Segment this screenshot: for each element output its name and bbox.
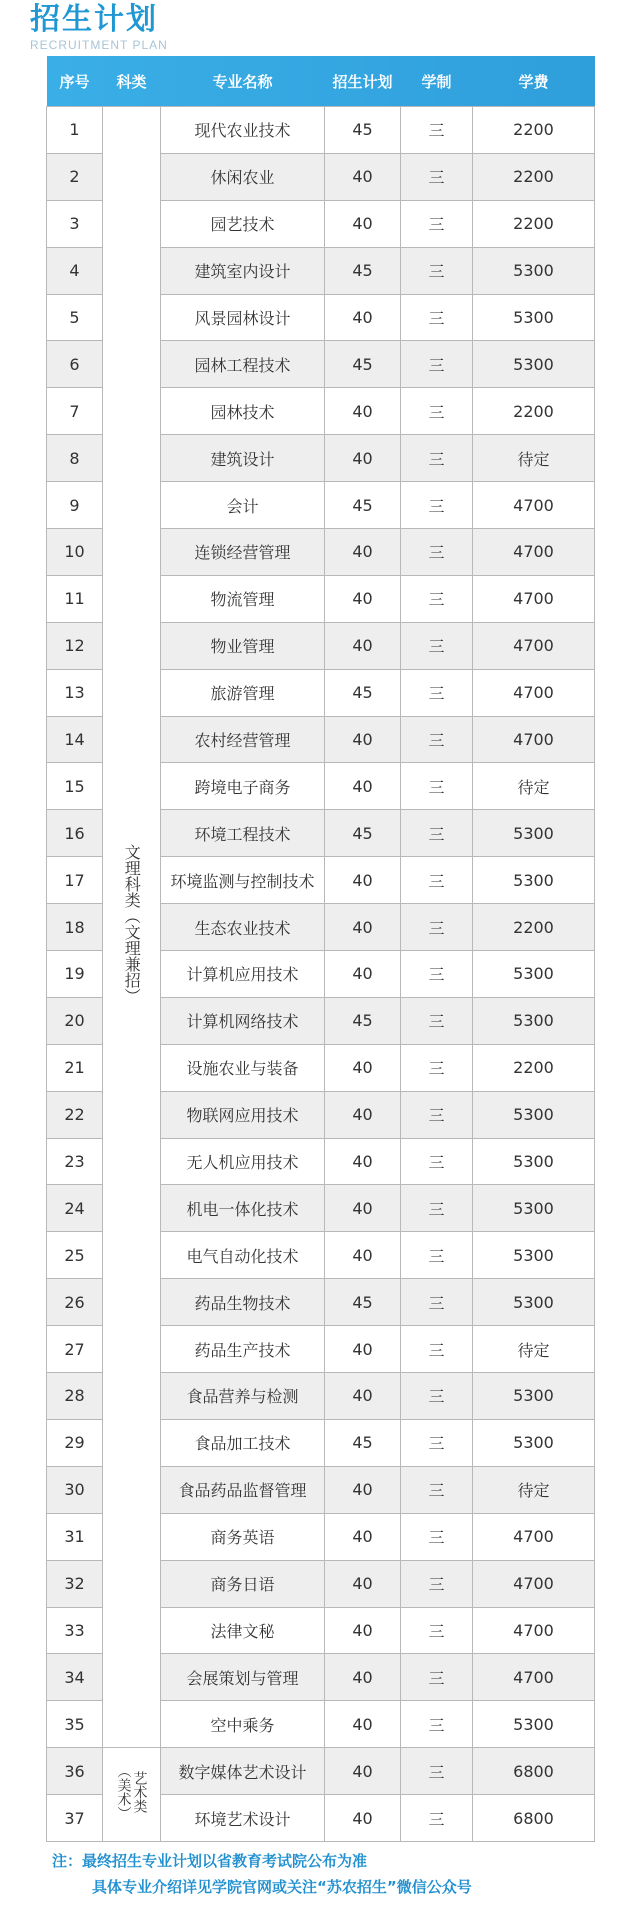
cell-seq: 24: [47, 1185, 103, 1232]
category-art-label-part: 艺术类: [131, 1770, 148, 1813]
cell-years: 三: [401, 997, 473, 1044]
cell-seq: 32: [47, 1560, 103, 1607]
cell-years: 三: [401, 951, 473, 998]
cell-fee: 4700: [473, 1560, 595, 1607]
cell-fee: 待定: [473, 1466, 595, 1513]
cell-seq: 20: [47, 997, 103, 1044]
cell-years: 三: [401, 200, 473, 247]
cell-fee: 5300: [473, 1279, 595, 1326]
cell-fee: 4700: [473, 575, 595, 622]
cell-years: 三: [401, 341, 473, 388]
cell-seq: 22: [47, 1091, 103, 1138]
cell-plan: 40: [325, 1748, 401, 1795]
cell-seq: 31: [47, 1513, 103, 1560]
cell-plan: 45: [325, 997, 401, 1044]
cell-major: 现代农业技术: [161, 107, 325, 154]
cell-years: 三: [401, 1091, 473, 1138]
cell-fee: 待定: [473, 1326, 595, 1373]
cell-plan: 45: [325, 247, 401, 294]
cell-fee: 4700: [473, 1654, 595, 1701]
cell-plan: 40: [325, 1513, 401, 1560]
cell-major: 商务日语: [161, 1560, 325, 1607]
page-header: [30, 2, 168, 52]
cell-fee: 4700: [473, 1607, 595, 1654]
cell-years: 三: [401, 1607, 473, 1654]
cell-years: 三: [401, 435, 473, 482]
cell-plan: 45: [325, 1419, 401, 1466]
cell-fee: 2200: [473, 388, 595, 435]
cell-fee: 4700: [473, 669, 595, 716]
cell-seq: 33: [47, 1607, 103, 1654]
cell-plan: 45: [325, 107, 401, 154]
cell-years: 三: [401, 107, 473, 154]
cell-major: 药品生物技术: [161, 1279, 325, 1326]
cell-fee: 6800: [473, 1748, 595, 1795]
table-header-row: [47, 56, 595, 107]
cell-seq: 4: [47, 247, 103, 294]
cell-years: 三: [401, 1654, 473, 1701]
cell-plan: 40: [325, 763, 401, 810]
cell-years: 三: [401, 1373, 473, 1420]
cell-seq: 34: [47, 1654, 103, 1701]
cell-major: 计算机网络技术: [161, 997, 325, 1044]
cell-plan: 40: [325, 1466, 401, 1513]
cell-seq: 26: [47, 1279, 103, 1326]
cell-fee: 5300: [473, 294, 595, 341]
cell-seq: 14: [47, 716, 103, 763]
cell-seq: 12: [47, 622, 103, 669]
cell-years: 三: [401, 1419, 473, 1466]
cell-major: 空中乘务: [161, 1701, 325, 1748]
table-row: [47, 107, 595, 154]
cell-plan: 40: [325, 575, 401, 622]
cell-fee: 2200: [473, 1044, 595, 1091]
cell-major: 食品药品监督管理: [161, 1466, 325, 1513]
cell-major: 设施农业与装备: [161, 1044, 325, 1091]
note-line-2: 具体专业介绍详见学院官网或关注“苏农招生”微信公众号: [92, 1878, 472, 1896]
column-header-major: 专业名称: [212, 72, 273, 91]
cell-plan: 45: [325, 341, 401, 388]
cell-plan: 40: [325, 1232, 401, 1279]
cell-major: 无人机应用技术: [161, 1138, 325, 1185]
cell-major: 会计: [161, 482, 325, 529]
cell-seq: 16: [47, 810, 103, 857]
cell-seq: 23: [47, 1138, 103, 1185]
column-header-category: 科类: [116, 72, 147, 91]
cell-years: 三: [401, 857, 473, 904]
cell-seq: 13: [47, 669, 103, 716]
cell-plan: 45: [325, 810, 401, 857]
cell-fee: 2200: [473, 904, 595, 951]
column-header-seq: 序号: [59, 72, 90, 91]
cell-major: 物流管理: [161, 575, 325, 622]
cell-major: 建筑设计: [161, 435, 325, 482]
cell-plan: 40: [325, 294, 401, 341]
cell-seq: 25: [47, 1232, 103, 1279]
cell-seq: 1: [47, 107, 103, 154]
cell-plan: 40: [325, 1607, 401, 1654]
cell-major: 休闲农业: [161, 153, 325, 200]
note-line-1: 注：最终招生专业计划以省教育考试院公布为准: [52, 1852, 368, 1870]
enrollment-plan-table: [46, 56, 595, 1842]
cell-seq: 17: [47, 857, 103, 904]
cell-plan: 40: [325, 1373, 401, 1420]
cell-years: 三: [401, 1279, 473, 1326]
cell-plan: 40: [325, 716, 401, 763]
cell-years: 三: [401, 1138, 473, 1185]
cell-years: 三: [401, 669, 473, 716]
cell-major: 园林技术: [161, 388, 325, 435]
cell-years: 三: [401, 575, 473, 622]
cell-fee: 5300: [473, 1138, 595, 1185]
cell-major: 计算机应用技术: [161, 951, 325, 998]
cell-plan: 40: [325, 388, 401, 435]
cell-plan: 40: [325, 622, 401, 669]
cell-major: 连锁经营管理: [161, 529, 325, 576]
cell-years: 三: [401, 1185, 473, 1232]
cell-years: 三: [401, 810, 473, 857]
cell-years: 三: [401, 622, 473, 669]
cell-fee: 5300: [473, 341, 595, 388]
footer-notes: [52, 1848, 612, 1900]
cell-seq: 35: [47, 1701, 103, 1748]
cell-years: 三: [401, 1795, 473, 1842]
cell-major: 法律文秘: [161, 1607, 325, 1654]
cell-major: 药品生产技术: [161, 1326, 325, 1373]
cell-years: 三: [401, 529, 473, 576]
cell-years: 三: [401, 1466, 473, 1513]
cell-years: 三: [401, 904, 473, 951]
cell-seq: 19: [47, 951, 103, 998]
cell-seq: 30: [47, 1466, 103, 1513]
category-art-label-part: （美术）: [115, 1763, 132, 1820]
cell-fee: 5300: [473, 1373, 595, 1420]
cell-plan: 45: [325, 669, 401, 716]
cell-years: 三: [401, 294, 473, 341]
category-general-label: 文理科类（文理兼招）: [122, 844, 142, 1005]
cell-major: 跨境电子商务: [161, 763, 325, 810]
cell-major: 机电一体化技术: [161, 1185, 325, 1232]
cell-years: 三: [401, 1748, 473, 1795]
cell-plan: 40: [325, 951, 401, 998]
cell-years: 三: [401, 763, 473, 810]
cell-plan: 40: [325, 1044, 401, 1091]
cell-major: 园林工程技术: [161, 341, 325, 388]
cell-major: 商务英语: [161, 1513, 325, 1560]
cell-plan: 40: [325, 1560, 401, 1607]
cell-years: 三: [401, 1326, 473, 1373]
cell-plan: 40: [325, 1326, 401, 1373]
cell-years: 三: [401, 1044, 473, 1091]
cell-fee: 5300: [473, 1091, 595, 1138]
cell-major: 物联网应用技术: [161, 1091, 325, 1138]
table-body: [47, 107, 595, 1842]
cell-plan: 40: [325, 1091, 401, 1138]
cell-major: 食品营养与检测: [161, 1373, 325, 1420]
cell-plan: 40: [325, 1185, 401, 1232]
cell-major: 数字媒体艺术设计: [161, 1748, 325, 1795]
cell-seq: 15: [47, 763, 103, 810]
cell-fee: 5300: [473, 1419, 595, 1466]
column-header-plan: 招生计划: [332, 72, 393, 91]
cell-major: 电气自动化技术: [161, 1232, 325, 1279]
cell-plan: 40: [325, 200, 401, 247]
cell-major: 环境艺术设计: [161, 1795, 325, 1842]
cell-category-art: [103, 1748, 161, 1842]
cell-seq: 10: [47, 529, 103, 576]
cell-fee: 5300: [473, 997, 595, 1044]
cell-plan: 40: [325, 857, 401, 904]
cell-seq: 3: [47, 200, 103, 247]
cell-seq: 18: [47, 904, 103, 951]
cell-seq: 21: [47, 1044, 103, 1091]
cell-years: 三: [401, 1701, 473, 1748]
cell-fee: 5300: [473, 1232, 595, 1279]
page-title: 招生计划: [30, 2, 158, 37]
cell-fee: 6800: [473, 1795, 595, 1842]
cell-seq: 28: [47, 1373, 103, 1420]
table-row: [47, 1748, 595, 1795]
cell-major: 旅游管理: [161, 669, 325, 716]
cell-fee: 4700: [473, 716, 595, 763]
cell-fee: 2200: [473, 107, 595, 154]
cell-plan: 40: [325, 153, 401, 200]
cell-fee: 4700: [473, 482, 595, 529]
page-subtitle: RECRUITMENT PLAN: [30, 38, 168, 52]
cell-fee: 5300: [473, 857, 595, 904]
cell-major: 会展策划与管理: [161, 1654, 325, 1701]
cell-fee: 5300: [473, 951, 595, 998]
cell-fee: 4700: [473, 529, 595, 576]
cell-fee: 4700: [473, 1513, 595, 1560]
cell-fee: 5300: [473, 1185, 595, 1232]
cell-major: 生态农业技术: [161, 904, 325, 951]
cell-plan: 40: [325, 1701, 401, 1748]
cell-major: 环境工程技术: [161, 810, 325, 857]
cell-plan: 40: [325, 904, 401, 951]
cell-plan: 45: [325, 482, 401, 529]
cell-plan: 40: [325, 529, 401, 576]
cell-seq: 27: [47, 1326, 103, 1373]
cell-major: 建筑室内设计: [161, 247, 325, 294]
cell-fee: 待定: [473, 763, 595, 810]
cell-plan: 40: [325, 1654, 401, 1701]
cell-years: 三: [401, 153, 473, 200]
cell-major: 环境监测与控制技术: [161, 857, 325, 904]
cell-seq: 7: [47, 388, 103, 435]
cell-fee: 5300: [473, 247, 595, 294]
cell-major: 农村经营管理: [161, 716, 325, 763]
cell-category-general: [103, 107, 161, 1748]
cell-years: 三: [401, 482, 473, 529]
cell-fee: 待定: [473, 435, 595, 482]
cell-plan: 40: [325, 435, 401, 482]
cell-years: 三: [401, 1232, 473, 1279]
cell-fee: 4700: [473, 622, 595, 669]
cell-seq: 29: [47, 1419, 103, 1466]
cell-seq: 8: [47, 435, 103, 482]
cell-years: 三: [401, 1560, 473, 1607]
column-header-years: 学制: [421, 72, 452, 91]
cell-plan: 40: [325, 1138, 401, 1185]
cell-major: 园艺技术: [161, 200, 325, 247]
cell-seq: 36: [47, 1748, 103, 1795]
cell-seq: 2: [47, 153, 103, 200]
cell-plan: 45: [325, 1279, 401, 1326]
cell-years: 三: [401, 247, 473, 294]
cell-plan: 40: [325, 1795, 401, 1842]
column-header-fee: 学费: [518, 72, 549, 91]
cell-years: 三: [401, 716, 473, 763]
cell-fee: 5300: [473, 810, 595, 857]
cell-fee: 5300: [473, 1701, 595, 1748]
cell-years: 三: [401, 1513, 473, 1560]
cell-fee: 2200: [473, 200, 595, 247]
cell-seq: 9: [47, 482, 103, 529]
cell-seq: 6: [47, 341, 103, 388]
cell-years: 三: [401, 388, 473, 435]
cell-seq: 11: [47, 575, 103, 622]
cell-major: 物业管理: [161, 622, 325, 669]
cell-major: 风景园林设计: [161, 294, 325, 341]
cell-seq: 37: [47, 1795, 103, 1842]
cell-seq: 5: [47, 294, 103, 341]
category-art-label: [116, 1764, 148, 1820]
cell-fee: 2200: [473, 153, 595, 200]
cell-major: 食品加工技术: [161, 1419, 325, 1466]
